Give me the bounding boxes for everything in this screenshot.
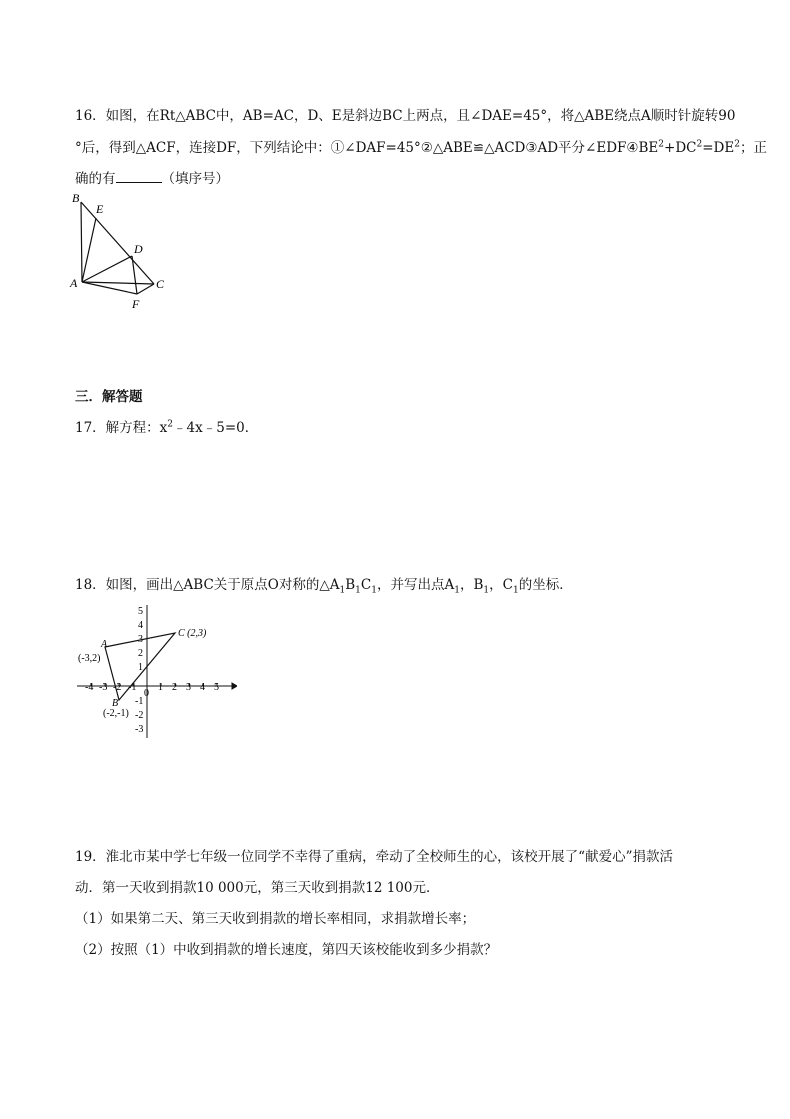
subscript: 1 [339, 585, 346, 596]
q16-line-3 [75, 167, 229, 187]
y-tick-label: 2 [138, 648, 143, 659]
label-f: F [132, 297, 140, 311]
q18-sep1: ，B [459, 577, 484, 593]
x-tick-label: -2 [113, 682, 122, 693]
x-tick-label: 2 [172, 682, 177, 693]
x-axis-arrow [232, 683, 237, 689]
label-b-coord: (-2,-1) [103, 708, 129, 719]
q16-line-1: 16．如图，在Rt△ABC中，AB=AC，D、E是斜边BC上两点，且∠DAE=45°，将△ABE绕点A顺时针旋转90 [75, 108, 736, 124]
x-tick-label: 3 [186, 682, 191, 693]
figure-lines [81, 202, 154, 294]
q17-line [75, 416, 258, 436]
q16-line-2-mid: +DC [664, 140, 697, 156]
axes [77, 605, 237, 738]
q16-line-2-mid2: =DE [702, 140, 735, 156]
q18-b: B [345, 577, 356, 593]
q16-line-2-end: ；正 [739, 140, 767, 156]
label-a: A [70, 276, 78, 290]
subscript: 1 [371, 585, 377, 596]
q18-mid: ，并写出点A [376, 577, 455, 593]
superscript: 2 [734, 139, 740, 150]
q18-line [75, 573, 573, 596]
segment-cf [137, 284, 154, 294]
label-b: B [72, 191, 80, 205]
q18-c: C [360, 577, 372, 593]
q19-line-4: （2）按照（1）中收到捐款的增长速度，第四天该校能收到多少捐款？ [75, 942, 498, 958]
segment-bc [81, 202, 154, 284]
label-e: E [96, 202, 104, 216]
y-tick-label: -3 [135, 724, 144, 735]
subscript: 1 [454, 585, 460, 596]
x-tick-label: 5 [214, 682, 219, 693]
q16-line-3-post: （填序号） [161, 171, 229, 187]
label-d: D [134, 242, 143, 256]
q17-text: 17．解方程：x [75, 420, 168, 436]
y-tick-label: -2 [135, 710, 144, 721]
segment-ae [82, 218, 96, 282]
y-tick-label: 4 [138, 620, 143, 631]
x-tick-label: -4 [85, 682, 94, 693]
x-tick-labels [85, 682, 219, 699]
label-a: A [101, 639, 108, 650]
x-tick-label: -1 [128, 682, 137, 693]
superscript: 2 [658, 139, 665, 150]
label-c: C (2,3) [178, 628, 207, 639]
superscript: 2 [167, 419, 174, 430]
y-tick-label: 1 [138, 662, 143, 673]
q18-sep2: ，C [489, 577, 513, 593]
section-heading: 三．解答题 [75, 389, 143, 405]
segment-ac [82, 282, 154, 284]
subscript: 1 [512, 585, 519, 596]
subscript: 1 [355, 585, 361, 596]
q16-triangle-figure [66, 190, 176, 315]
x-tick-label: -3 [99, 682, 108, 693]
superscript: 2 [696, 139, 703, 150]
y-tick-labels [135, 606, 143, 735]
segment-ba [81, 202, 82, 282]
label-a-coord: (-3,2) [78, 653, 101, 664]
x-tick-label: 1 [158, 682, 163, 693]
label-b: B [112, 698, 119, 709]
label-c: C [156, 277, 165, 291]
q19-line-2: 动．第一天收到捐款10 000元，第三天收到捐款12 100元． [75, 880, 440, 896]
q18-text: 18．如图，画出△ABC关于原点O对称的△A [75, 577, 340, 593]
subscript: 1 [483, 585, 490, 596]
q17-text-end: ﹣4x﹣5=0． [173, 420, 259, 436]
q18-coordinate-figure [72, 600, 237, 740]
y-tick-label: -1 [135, 696, 144, 707]
y-tick-label: 3 [138, 634, 143, 645]
q18-post: 的坐标． [518, 577, 573, 593]
x-tick-label: 4 [200, 682, 205, 693]
q19-line-3: （1）如果第二天、第三天收到捐款的增长率相同，求捐款增长率； [75, 911, 476, 927]
y-tick-label: 5 [138, 606, 143, 617]
q19-line-1: 19．淮北市某中学七年级一位同学不幸得了重病，牵动了全校师生的心，该校开展了“献爱心”捐款活 [75, 849, 673, 865]
segment-ad [82, 256, 132, 282]
q16-line-3-text: 确的有 [75, 171, 116, 187]
x-tick-label: 0 [144, 688, 149, 699]
q16-line-2-text: °后，得到△ACF，连接DF，下列结论中：①∠DAF=45°②△ABE≌△ACD③AD平分∠EDF④BE [75, 140, 659, 156]
q16-line-2 [75, 136, 767, 156]
answer-blank [116, 170, 162, 183]
